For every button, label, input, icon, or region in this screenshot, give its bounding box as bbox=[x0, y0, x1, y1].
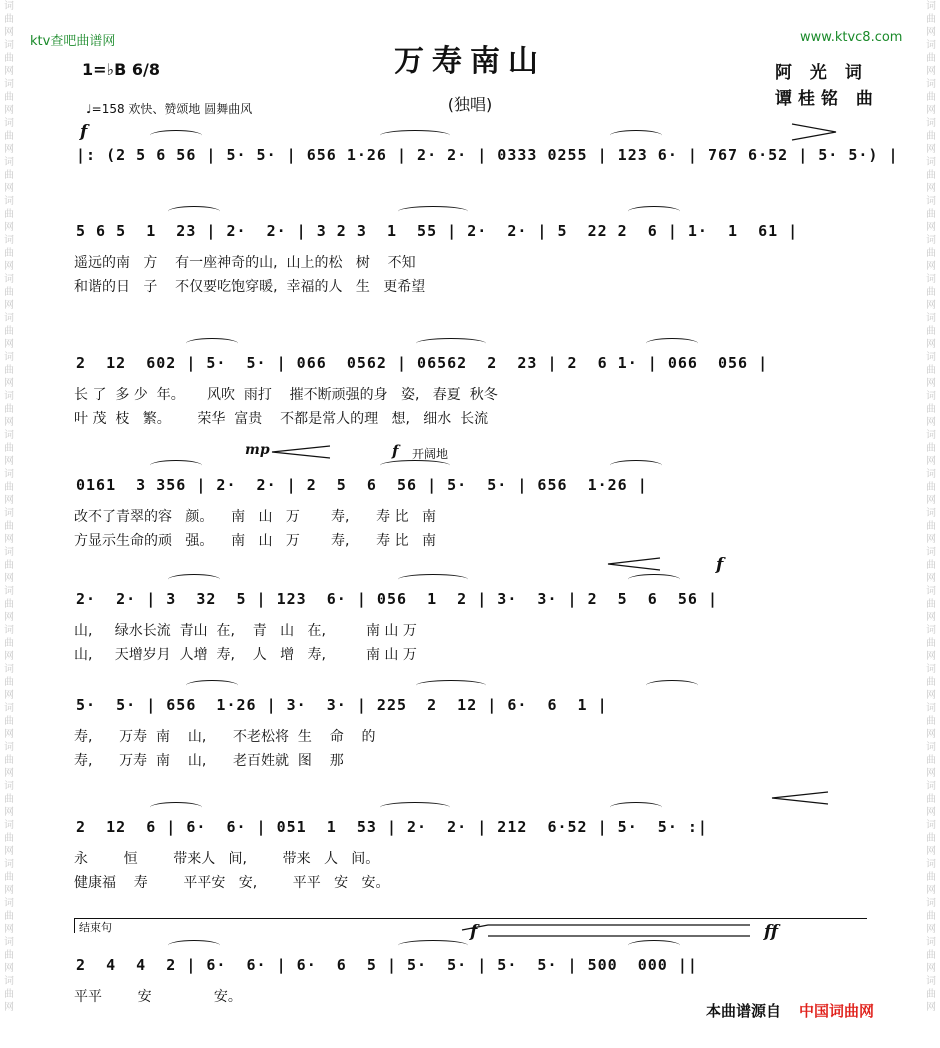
lyric-verse-1: 改不了青翠的容 颜。 南 山 万 寿, 寿 比 南 bbox=[74, 509, 436, 525]
composer-credit: 谭桂铭 曲 bbox=[775, 89, 879, 109]
lyric-verse-2: 山, 天增岁月 人增 寿, 人 增 寿, 南 山 万 bbox=[74, 647, 417, 663]
notation-row: 2 12 602 | 5· 5· | 066 0562 | 06562 2 23 | 2 6 1· | 066 056 | bbox=[76, 354, 769, 372]
slur-arc bbox=[628, 940, 680, 951]
dynamic-fortissimo: ff bbox=[764, 922, 779, 942]
lyric-verse-1: 寿, 万寿 南 山, 不老松将 生 命 的 bbox=[74, 729, 376, 745]
dynamic-forte-3: f bbox=[716, 555, 724, 575]
slur-arc bbox=[398, 940, 468, 951]
watermark-right-link[interactable]: www.ktvc8.com bbox=[800, 30, 903, 45]
lyric-verse-2: 寿, 万寿 南 山, 老百姓就 图 那 bbox=[74, 753, 344, 769]
tempo-marking: ♩=158 欢快、赞颂地 圆舞曲风 bbox=[86, 102, 253, 116]
slur-arc bbox=[628, 574, 680, 585]
slur-arc bbox=[646, 680, 698, 691]
ending-bracket bbox=[74, 918, 867, 933]
slur-arc bbox=[416, 680, 486, 691]
crescendo-hairpin bbox=[272, 446, 330, 458]
slur-arc bbox=[646, 338, 698, 349]
source-site-link[interactable]: 中国词曲网 bbox=[799, 1002, 875, 1020]
right-side-watermark: 词曲网 词曲网 词曲网 词曲网 词曲网 词曲网 词曲网 词曲网 词曲网 词曲网 词曲网 词曲网 词曲网 词曲网 词曲网 词曲网 词曲网 词曲网 词曲网 词曲网 词曲网 词曲网 词曲网 词曲网 词曲网 词曲网 bbox=[926, 1, 936, 1013]
decrescendo-hairpin bbox=[792, 124, 836, 140]
ending-label: 结束句 bbox=[79, 921, 112, 934]
source-footer bbox=[706, 1000, 874, 1021]
lyric-verse-2: 健康福 寿 平平安 安, 平平 安 安。 bbox=[74, 875, 390, 891]
slur-arc bbox=[186, 680, 238, 691]
left-side-watermark: 词曲网 词曲网 词曲网 词曲网 词曲网 词曲网 词曲网 词曲网 词曲网 词曲网 词曲网 词曲网 词曲网 词曲网 词曲网 词曲网 词曲网 词曲网 词曲网 词曲网 词曲网 词曲网 词曲网 词曲网 词曲网 词曲网 bbox=[4, 1, 14, 1013]
notation-row: 2· 2· | 3 32 5 | 123 6· | 056 1 2 | 3· 3· | 2 5 6 56 | bbox=[76, 590, 718, 608]
slur-arc bbox=[168, 206, 220, 217]
slur-arc bbox=[398, 206, 468, 217]
slur-arc bbox=[610, 130, 662, 141]
dynamic-forte: f bbox=[80, 122, 88, 142]
dynamic-mezzo-piano: mp bbox=[245, 442, 270, 458]
lyricist-credit: 阿 光 词 bbox=[775, 63, 868, 83]
slur-arc bbox=[380, 130, 450, 141]
notation-row: 0161 3 356 | 2· 2· | 2 5 6 56 | 5· 5· | 656 1·26 | bbox=[76, 476, 648, 494]
slur-arc bbox=[380, 460, 450, 471]
slur-arc bbox=[186, 338, 238, 349]
slur-arc bbox=[610, 802, 662, 813]
slur-arc bbox=[398, 574, 468, 585]
source-label: 本曲谱源自 bbox=[706, 1002, 782, 1020]
lyric-verse-1: 遥远的南 方 有一座神奇的山, 山上的松 树 不知 bbox=[74, 255, 416, 271]
lyric-verse-1: 永 恒 带来人 间, 带来 人 间。 bbox=[74, 851, 380, 867]
lyric-verse-2: 叶 茂 枝 繁。 荣华 富贵 不都是常人的理 想, 细水 长流 bbox=[74, 411, 489, 427]
slur-arc bbox=[416, 338, 486, 349]
lyric-verse-2: 方显示生命的顽 强。 南 山 万 寿, 寿 比 南 bbox=[74, 533, 436, 549]
notation-row: 5 6 5 1 23 | 2· 2· | 3 2 3 1 55 | 2· 2· | 5 22 2 6 | 1· 1 61 | bbox=[76, 222, 799, 240]
notation-row: 5· 5· | 656 1·26 | 3· 3· | 225 2 12 | 6· 6 1 | bbox=[76, 696, 608, 714]
slur-arc bbox=[168, 574, 220, 585]
slur-arc bbox=[168, 940, 220, 951]
lyric-verse-2: 和谐的日 子 不仅要吃饱穿暖, 幸福的人 生 更希望 bbox=[74, 279, 426, 295]
expression-broad: 开阔地 bbox=[412, 447, 449, 461]
notation-row: |: (2 5 6 56 | 5· 5· | 656 1·26 | 2· 2· | 0333 0255 | 123 6· | 767 6·52 | 5· 5·) | bbox=[76, 146, 899, 164]
crescendo-hairpin-3 bbox=[772, 792, 828, 804]
slur-arc bbox=[150, 460, 202, 471]
dynamic-forte-4: f bbox=[470, 922, 478, 942]
song-subtitle: (独唱) bbox=[447, 95, 493, 114]
lyric-verse-1: 长 了 多 少 年。 风吹 雨打 摧不断顽强的身 姿, 春夏 秋冬 bbox=[74, 387, 498, 403]
crescendo-hairpin-2 bbox=[608, 558, 660, 570]
slur-arc bbox=[628, 206, 680, 217]
song-title: 万寿南山 bbox=[394, 44, 546, 79]
dynamic-forte-2: f bbox=[392, 442, 399, 460]
watermark-left-link[interactable]: ktv查吧曲谱网 bbox=[30, 34, 116, 49]
lyric-verse-1: 山, 绿水长流 青山 在, 青 山 在, 南 山 万 bbox=[74, 623, 417, 639]
lyric-verse-1: 平平 安 安。 bbox=[74, 989, 242, 1005]
slur-arc bbox=[610, 460, 662, 471]
slur-arc bbox=[380, 802, 450, 813]
key-signature: 1=♭B 6/8 bbox=[82, 60, 160, 79]
notation-row: 2 4 4 2 | 6· 6· | 6· 6 5 | 5· 5· | 5· 5· | 500 000 || bbox=[76, 956, 698, 974]
slur-arc bbox=[150, 802, 202, 813]
notation-row: 2 12 6 | 6· 6· | 051 1 53 | 2· 2· | 212 6·52 | 5· 5· :| bbox=[76, 818, 708, 836]
slur-arc bbox=[150, 130, 202, 141]
